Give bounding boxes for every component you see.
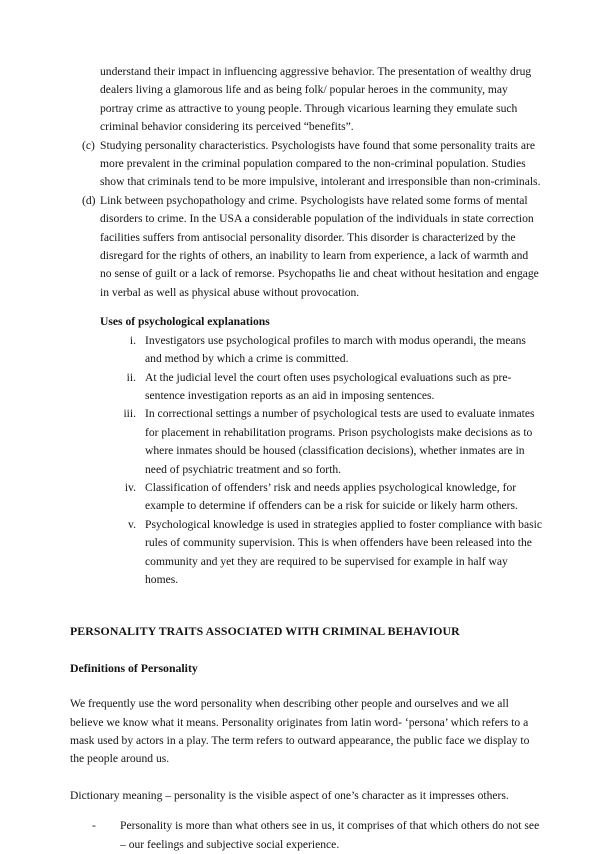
spacer [70, 641, 542, 659]
list-item-text: Classification of offenders’ risk and needs applies psychological knowledge, for example to determine if offenders can be a risk for suicide or likely harm others. [145, 480, 518, 513]
spacer [70, 677, 542, 695]
list-item [70, 192, 542, 302]
list-marker: iii. [123, 407, 136, 421]
list-marker: - [92, 819, 96, 833]
list-item-text: Studying personality characteristics. Psychologists have found that some personality traits are more prevalent in the criminal population compared to the non-criminal population. Studies show that criminals tend to be more impulsive, intolerant and irresponsible than non-criminals. [100, 138, 541, 189]
list-item-text: In correctional settings a number of psychological tests are used to evaluate inmates for placement in rehabilitation programs. Prison psychologists make decisions as to where inmates should be housed (classification decisions), whether inmates are in need of psychiatric treatment and so forth. [145, 407, 535, 476]
list-marker: (c) [82, 138, 95, 152]
list-item-text: Psychological knowledge is used in strategies applied to foster compliance with basic rules of community supervision. This is when offenders have been released into the community and yet they are required to be supervised for example in half way homes. [145, 517, 542, 586]
spacer [70, 589, 542, 622]
list-item [70, 332, 542, 369]
definitions-heading: Definitions of Personality [70, 660, 198, 675]
list-marker: ii. [126, 370, 136, 384]
roman-numeral-list [70, 332, 542, 590]
page-content [70, 63, 542, 854]
dash-bullet-list [70, 817, 542, 854]
list-item [70, 817, 542, 854]
list-marker: (d) [82, 193, 96, 207]
dictionary-paragraph: Dictionary meaning – personality is the visible aspect of one’s character as it impresses others. [70, 788, 509, 802]
list-marker: v. [128, 517, 136, 531]
list-item-text: Investigators use psychological profiles to march with modus operandi, the means and method by which a crime is committed. [145, 333, 526, 366]
list-item [70, 516, 542, 590]
spacer [70, 805, 542, 817]
list-marker: i. [129, 333, 136, 347]
list-item [70, 137, 542, 192]
list-item [70, 369, 542, 406]
lettered-list [70, 137, 542, 303]
list-item-text: Personality is more than what others see in us, it comprises of that which others do not see – our feelings and subjective social experience. [120, 819, 540, 851]
list-item-text: Link between psychopathology and crime. Psychologists have related some forms of mental disorders to crime. In the USA a considerable population of the individuals in state correction facilities suffers from antisocial personality disorder. This disorder is characterized by the disregard for the rights of others, an inability to learn from experience, a lack of warmth and no sense of guilt or a lack of remorse. Psychopaths lie and cheat without hesitation and engage in verbal as well as physical abuse without provocation. [100, 193, 539, 299]
section-heading: PERSONALITY TRAITS ASSOCIATED WITH CRIMINAL BEHAVIOUR [70, 624, 460, 639]
list-item [70, 479, 542, 516]
continuation-paragraph: understand their impact in influencing aggressive behavior. The presentation of wealthy drug dealers living a glamorous life and as being folk/ popular heroes in the community, may portray crime as attractive to young people. Through vicarious learning they emulate such criminal behavior considering its perceived “benefits”. [100, 65, 532, 134]
uses-heading: Uses of psychological explanations [100, 315, 270, 329]
list-item [70, 405, 542, 479]
spacer [70, 769, 542, 787]
list-item-text: At the judicial level the court often uses psychological evaluations such as pre-sentence investigation reports as an aid in imposing sentences. [145, 370, 512, 402]
definitions-paragraph: We frequently use the word personality when describing other people and ourselves and we all believe we know what it means. Personality originates from latin word- ‘persona’ which refers to a mask used by actors in a play. The term refers to outward appearance, the public face we display to the people around us. [70, 697, 530, 766]
list-marker: iv. [124, 480, 136, 494]
